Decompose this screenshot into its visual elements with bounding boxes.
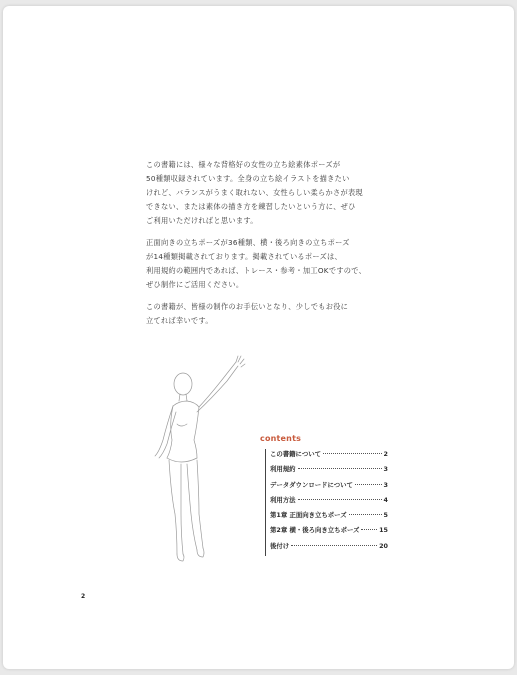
figure-sketch-icon bbox=[141, 354, 251, 569]
toc-item-label: 利用規約 bbox=[270, 465, 296, 474]
toc-leader bbox=[323, 453, 382, 454]
table-of-contents bbox=[265, 449, 388, 556]
intro-text bbox=[146, 158, 391, 336]
toc-item-label: 第2章 横・後ろ向き立ちポーズ bbox=[270, 526, 360, 535]
intro-paragraph-2: 正面向きの立ちポーズが36種類、横・後ろ向きの立ちポーズ が14種類掲載されております。掲載されているポーズは、 利用規約の範囲内であれば、トレース・参考・加工OKですので、 ぜひ制作にご活用ください。 bbox=[146, 238, 367, 289]
toc-item-label: この書籍について bbox=[270, 450, 321, 458]
toc-leader bbox=[291, 545, 377, 546]
toc-item-page: 4 bbox=[383, 495, 388, 504]
toc-item-page: 2 bbox=[383, 450, 388, 458]
intro-paragraph-3: この書籍が、皆様の制作のお手伝いとなり、少しでもお役に 立てれば幸いです。 bbox=[146, 302, 349, 325]
toc-item[interactable] bbox=[270, 495, 388, 510]
toc-item-page: 3 bbox=[383, 480, 388, 489]
toc-item-label: 利用方法 bbox=[270, 495, 296, 504]
toc-item-page: 20 bbox=[379, 541, 388, 550]
toc-leader bbox=[355, 484, 382, 485]
intro-paragraph-1: この書籍には、様々な背格好の女性の立ち絵素体ポーズが 50種類収録されています。全身の立ち絵イラストを描きたい けれど、バランスがうまく取れない、女性らしい柔らかさが表現 できない、または素体の描き方を練習したいという方に、ぜひ ご利用いただければと思います。 bbox=[146, 160, 363, 225]
toc-item-label: 後付け bbox=[270, 541, 290, 550]
toc-leader bbox=[361, 529, 377, 530]
toc-item[interactable] bbox=[270, 510, 388, 525]
contents-title: contents bbox=[260, 434, 302, 443]
toc-item[interactable] bbox=[270, 464, 388, 479]
book-page bbox=[3, 6, 514, 669]
toc-item-page: 15 bbox=[379, 526, 388, 535]
toc-leader bbox=[298, 468, 382, 469]
toc-item-page: 5 bbox=[383, 511, 388, 520]
toc-item[interactable] bbox=[270, 541, 388, 556]
toc-item-page: 3 bbox=[383, 465, 388, 474]
toc-item[interactable] bbox=[270, 449, 388, 464]
toc-item[interactable] bbox=[270, 525, 388, 540]
toc-item-label: 第1章 正面向き立ちポーズ bbox=[270, 511, 347, 520]
toc-item[interactable] bbox=[270, 480, 388, 495]
toc-leader bbox=[298, 499, 382, 500]
toc-leader bbox=[349, 514, 382, 515]
toc-item-label: データダウンロードについて bbox=[270, 480, 353, 489]
page-number: 2 bbox=[81, 593, 86, 600]
